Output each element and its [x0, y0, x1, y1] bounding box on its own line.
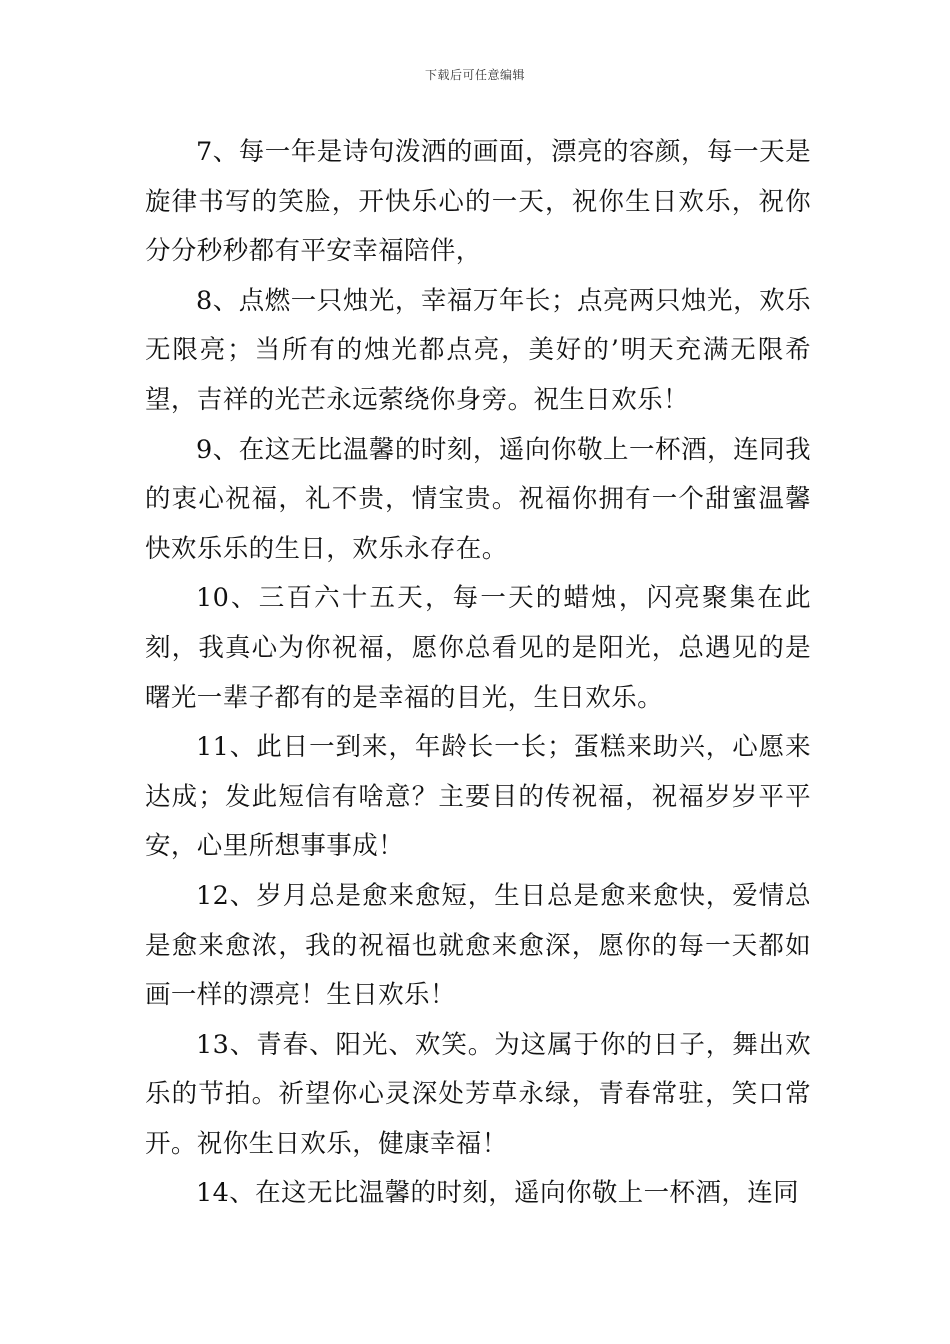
paragraph-13: 13、青春、阳光、欢笑。为这属于你的日子，舞出欢乐的节拍。祈望你心灵深处芳草永绿，青春常驻，笑口常开。祝你生日欢乐，健康幸福！	[145, 1029, 811, 1159]
paragraph-12: 12、岁月总是愈来愈短，生日总是愈来愈快，爱情总是愈来愈浓，我的祝福也就愈来愈深，愿你的每一天都如画一样的漂亮！生日欢乐！	[145, 880, 811, 1011]
page-header: 下载后可任意编辑	[424, 68, 525, 82]
paragraph-10: 10、三百六十五天，每一天的蜡烛，闪亮聚集在此刻，我真心为你祝福，愿你总看见的是阳光，总遇见的是曙光一辈子都有的是幸福的目光，生日欢乐。	[145, 583, 811, 713]
paragraph-8: 8、点燃一只烛光，幸福万年长；点亮两只烛光，欢乐无限亮；当所有的烛光都点亮，美好的’明天充满无限希望，吉祥的光芒永远萦绕你身旁。祝生日欢乐！	[145, 285, 811, 415]
document-body	[145, 128, 811, 1219]
paragraph-7: 7、每一年是诗句泼洒的画面，漂亮的容颜，每一天是旋律书写的笑脸，开快乐心的一天，祝你生日欢乐，祝你分分秒秒都有平安幸福陪伴，	[145, 137, 811, 267]
paragraph-11: 11、此日一到来，年龄长一长；蛋糕来助兴，心愿来达成；发此短信有啥意？主要目的传祝福，祝福岁岁平平安，心里所想事事成！	[145, 732, 811, 862]
paragraph-14: 14、在这无比温馨的时刻，遥向你敬上一杯酒，连同	[196, 1178, 800, 1209]
paragraph-9: 9、在这无比温馨的时刻，遥向你敬上一杯酒，连同我的衷心祝福，礼不贵，情宝贵。祝福你拥有一个甜蜜温馨快欢乐乐的生日，欢乐永存在。	[145, 434, 811, 564]
